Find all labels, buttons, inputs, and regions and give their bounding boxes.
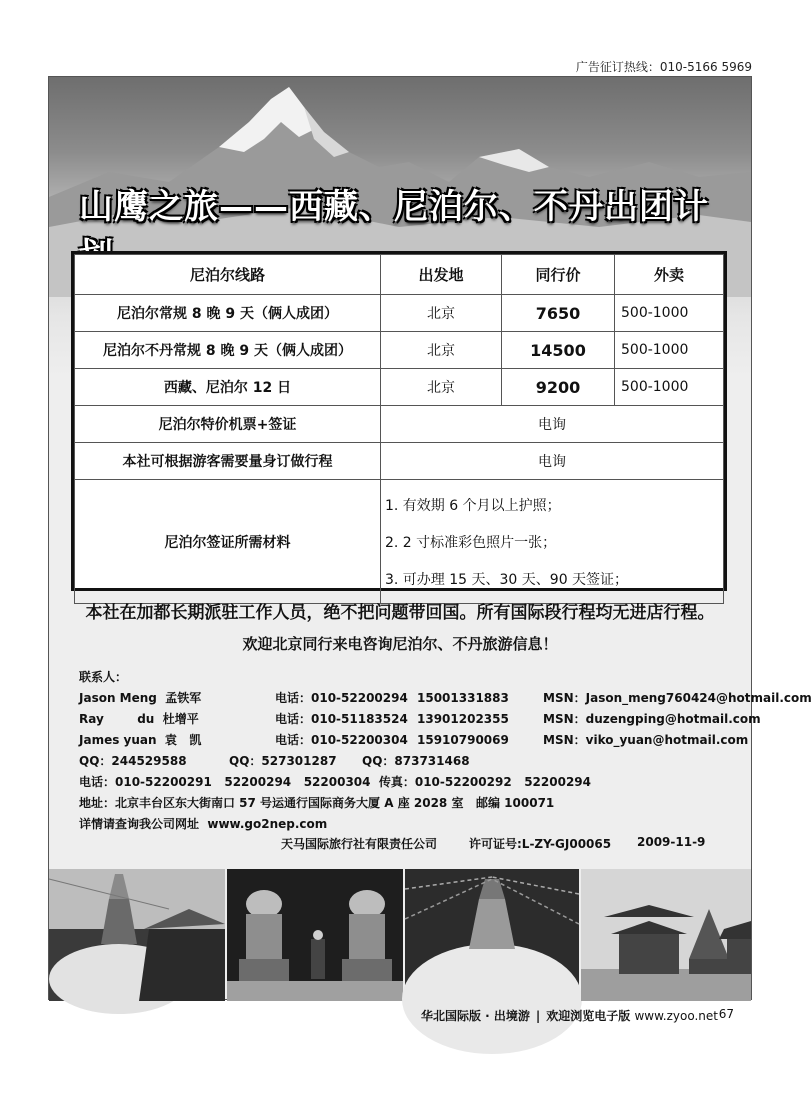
- trade-price: 7650: [502, 295, 615, 332]
- person-name: James yuan 袁 凯: [79, 733, 202, 747]
- header-retail: 外卖: [615, 255, 724, 295]
- retail-price: 500-1000: [615, 369, 724, 406]
- route-name: 尼泊尔不丹常规 8 晚 9 天（俩人成团）: [75, 332, 381, 369]
- person-tel: 电话：010-51183524: [275, 712, 408, 726]
- magazine-name: 华北国际版 · 出境游: [420, 1009, 530, 1023]
- custom-value: 电询: [381, 443, 724, 480]
- service-slogan: 本社在加都长期派驻工作人员，绝不把问题带回国。所有国际段行程均无进店行程。: [85, 603, 715, 623]
- person-mobile: 13901202355: [417, 712, 509, 726]
- qq-number: QQ：244529588: [79, 754, 187, 768]
- table-row-custom: [75, 443, 724, 480]
- qq-number: QQ：527301287: [229, 754, 337, 768]
- retail-price: 500-1000: [615, 295, 724, 332]
- trade-price: 14500: [502, 332, 615, 369]
- visa-item: 1. 有效期 6 个月以上护照；: [385, 498, 561, 514]
- phone-fax-line: 电话：010-52200291 52200294 52200304 传真：010-52200292 52200294: [79, 775, 591, 789]
- person-tel: 电话：010-52200304: [275, 733, 408, 747]
- footer-divider: |: [535, 1009, 541, 1023]
- person-msn: MSN：duzengping@hotmail.com: [543, 712, 761, 726]
- ad-hotline: 广告征订热线：010-5166 5969: [575, 60, 752, 74]
- route-name: 西藏、尼泊尔 12 日: [75, 369, 381, 406]
- issue-date: 2009-11-9: [637, 835, 706, 849]
- person-mobile: 15001331883: [417, 691, 509, 705]
- visa-requirements: [381, 480, 724, 604]
- retail-price: 500-1000: [615, 332, 724, 369]
- table-row-visa: [75, 480, 724, 604]
- ticket-label: 尼泊尔特价机票+签证: [75, 406, 381, 443]
- page-number: 67: [718, 1007, 734, 1021]
- table-row: [75, 332, 724, 369]
- header-route: 尼泊尔线路: [75, 255, 381, 295]
- website-link[interactable]: www.zyoo.net: [634, 1009, 718, 1023]
- departure-city: 北京: [381, 332, 502, 369]
- person-mobile: 15910790069: [417, 733, 509, 747]
- contact-person: [79, 730, 749, 751]
- contact-heading: 联系人：: [79, 670, 128, 684]
- table-row: [75, 369, 724, 406]
- table-header-row: [75, 255, 724, 295]
- welcome-slogan: 欢迎北京同行来电咨询尼泊尔、不丹旅游信息！: [242, 635, 558, 653]
- person-tel: 电话：010-52200294: [275, 691, 408, 705]
- ticket-value: 电询: [381, 406, 724, 443]
- custom-label: 本社可根据游客需要量身订做行程: [75, 443, 381, 480]
- route-name: 尼泊尔常规 8 晚 9 天（俩人成团）: [75, 295, 381, 332]
- visa-label: 尼泊尔签证所需材料: [75, 480, 381, 604]
- magazine-footer: [421, 1007, 718, 1024]
- departure-city: 北京: [381, 369, 502, 406]
- qq-number: QQ：873731468: [362, 754, 470, 768]
- visa-item: 2. 2 寸标准彩色照片一张；: [385, 535, 557, 551]
- header-trade-price: 同行价: [502, 255, 615, 295]
- visa-item: 3. 可办理 15 天、30 天、90 天签证；: [385, 572, 629, 588]
- website-line: 详情请查询我公司网址 www.go2nep.com: [79, 817, 328, 831]
- departure-city: 北京: [381, 295, 502, 332]
- trade-price: 9200: [502, 369, 615, 406]
- person-name: Ray du 杜增平: [79, 712, 199, 726]
- address-line: 地址：北京丰台区东大街南口 57 号运通行国际商务大厦 A 座 2028 室 邮编 100071: [79, 796, 555, 810]
- person-msn: MSN：Jason_meng760424@hotmail.com: [543, 691, 812, 705]
- table-row-ticket: [75, 406, 724, 443]
- photo-strip-illustration: [49, 869, 751, 1001]
- contact-person: [79, 709, 761, 730]
- contact-block: [79, 667, 812, 835]
- contact-person: [79, 688, 812, 709]
- advertisement-frame: [48, 76, 812, 1000]
- company-name: 天马国际旅行社有限责任公司: [281, 837, 438, 851]
- license-number: 许可证号:L-ZY-GJ00065: [469, 837, 612, 851]
- person-name: Jason Meng 孟铁军: [79, 691, 202, 705]
- photo-strip: [49, 869, 751, 1001]
- header-departure: 出发地: [381, 255, 502, 295]
- page-title: 山鹰之旅——西藏、尼泊尔、不丹出团计: [79, 187, 709, 227]
- welcome-text: 欢迎浏览电子版: [546, 1009, 631, 1023]
- table-row: [75, 295, 724, 332]
- person-msn: MSN：viko_yuan@hotmail.com: [543, 733, 749, 747]
- qq-line: [79, 751, 729, 772]
- route-table: [71, 251, 727, 591]
